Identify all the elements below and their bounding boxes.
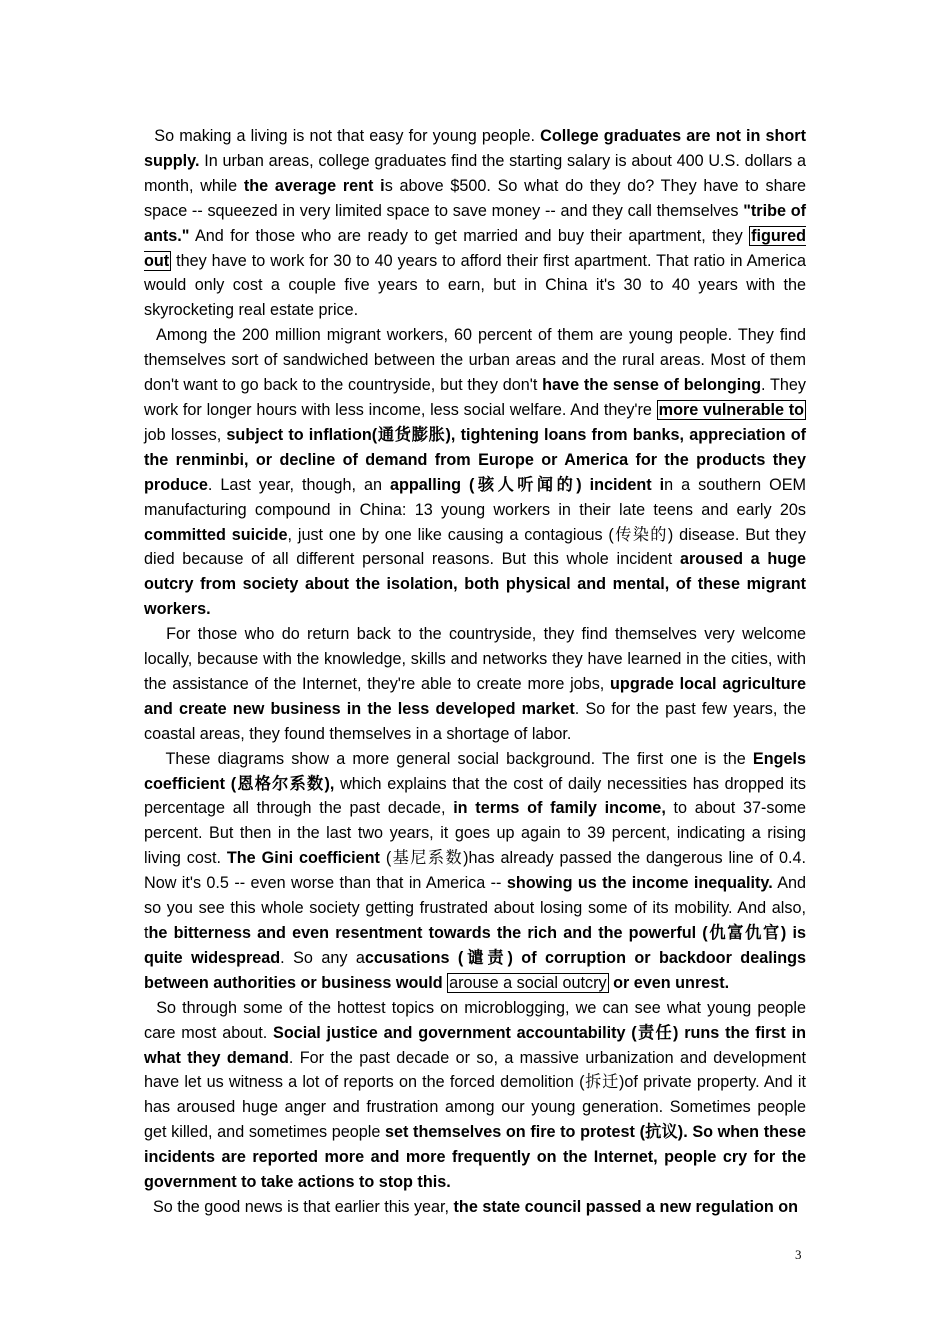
text-run: So making a living is not that easy for young people. <box>154 127 541 145</box>
boxed-phrase: arouse a social outcry <box>449 973 607 992</box>
bold-phrase: subject to inflation(通货膨胀), tightening loans from banks, appreciation of the renminbi, or decline of demand from Europe or America for the products they produce <box>144 425 806 494</box>
text-run: . So any a <box>280 948 365 967</box>
bold-phrase: ccusations (谴责) of corruption or backdoor dealings between authorities or business would <box>144 948 806 992</box>
bold-phrase: The Gini coefficient <box>226 849 380 868</box>
text-run: So through some of the hottest topics on microblogging, we can see what young people care most about. <box>144 998 806 1042</box>
paragraph-indent <box>144 750 165 768</box>
text-run: Among the 200 million migrant workers, 60 percent of them are young people. They find themselves sort of sandwiched between the urban areas and the rural areas. Most of them don't want to go back to the countryside, but they don't <box>144 326 806 395</box>
text-run: , just one by one like causing a contagious (传染的) disease. But they died because of all different personal reasons. But this whole incident <box>144 525 807 569</box>
paragraph-indent <box>144 326 156 344</box>
bold-phrase: upgrade local agriculture and create new business in the less developed market <box>144 674 806 718</box>
bold-phrase: he bitterness and even resentment towards the rich and the powerful (仇富仇官) is quite widespread <box>144 924 806 967</box>
bold-phrase: Engels coefficient (恩格尔系数), <box>144 749 806 793</box>
text-run: In urban areas, college graduates find the starting salary is about 400 U.S. dollars a month, while <box>144 151 806 195</box>
paragraph-2 <box>144 323 806 622</box>
text-run: . Last year, though, an <box>207 475 390 494</box>
text-run: . They work for longer hours with less income, less social welfare. And they're <box>144 376 806 419</box>
bold-phrase: the state council passed a new regulation on <box>453 1197 799 1216</box>
bold-phrase: the average rent i <box>243 176 385 195</box>
page-number: 3 <box>795 1247 802 1262</box>
text-run: they have to work for 30 to 40 years to afford their first apartment. That ratio in America would only cost a couple five years to earn, but in China it's 30 to 40 years with the skyrocketing real estate price. <box>144 251 806 320</box>
text-run: . For the past decade or so, a massive urbanization and development have let us witness a lot of reports on the forced demolition (拆迁)of private property. And it has aroused huge anger and frustration among our young generation. Sometimes people get killed, and sometimes people <box>144 1048 806 1142</box>
bold-phrase: in terms of family income, <box>453 799 666 818</box>
boxed-phrase: figured out <box>144 226 806 270</box>
text-run: And so you see this whole society getting frustrated about losing some of its mobility. And also, t <box>144 874 807 942</box>
text-run: So the good news is that earlier this year, <box>153 1197 454 1216</box>
paragraph-indent <box>144 127 154 145</box>
bold-phrase: Social justice and government accountability (责任) runs the first in what they demand <box>144 1023 806 1067</box>
text-run: which explains that the cost of daily necessities has dropped its percentage all through the past decade, <box>144 774 806 818</box>
text-run: . So for the past few years, the coastal areas, they found themselves in a shortage of labor. <box>144 699 806 743</box>
bold-phrase: set themselves on fire to protest (抗议). So when these incidents are reported more and more frequently on the Internet, people cry for the government to take actions to stop this. <box>144 1123 806 1192</box>
text-run: And for those who are ready to get married and buy their apartment, they <box>189 226 750 245</box>
paragraph-5 <box>144 996 806 1195</box>
bold-phrase: committed suicide <box>144 525 288 544</box>
paragraph-indent <box>144 999 156 1017</box>
bold-phrase: appalling (骇人听闻的) incident i <box>389 475 665 494</box>
boxed-phrase: more vulnerable to <box>658 400 805 419</box>
paragraph-3 <box>144 622 806 747</box>
text-run: For those who do return back to the countryside, they find themselves very welcome locally, because with the knowledge, skills and networks they have learned in the cities, with the assistance of the Internet, they're able to create more jobs, <box>144 625 806 693</box>
text-run: s above $500. So what do they do? They have to share space -- squeezed in very limited space to save money -- and they call themselves <box>144 176 806 220</box>
bold-phrase: showing us the income inequality. <box>506 874 773 893</box>
text-run: to about 37-some percent. But then in the last two years, it goes up again to 39 percent, indicating a rising living cost. <box>144 799 806 868</box>
paragraph-indent <box>144 1198 153 1216</box>
paragraph-indent <box>144 625 166 643</box>
text-run: job losses, <box>144 425 227 444</box>
paragraph-1 <box>144 124 806 323</box>
paragraph-6 <box>144 1195 806 1220</box>
bold-phrase: have the sense of belonging <box>542 376 762 395</box>
bold-phrase: "tribe of ants." <box>144 201 807 245</box>
bold-phrase: College graduates are not in short supply. <box>144 127 806 170</box>
bold-phrase: aroused a huge outcry from society about the isolation, both physical and mental, of these migrant workers. <box>144 550 806 619</box>
text-run: (基尼系数)has already passed the dangerous line of 0.4. Now it's 0.5 -- even worse than that in America -- <box>144 849 806 893</box>
paragraph-4 <box>144 747 806 996</box>
text-run: These diagrams show a more general social background. The first one is the <box>165 749 753 768</box>
body-text <box>144 124 806 1220</box>
text-run: n a southern OEM manufacturing compound in China: 13 young workers in their late teens and early 20s <box>144 475 806 519</box>
bold-phrase: or even unrest. <box>608 973 730 992</box>
